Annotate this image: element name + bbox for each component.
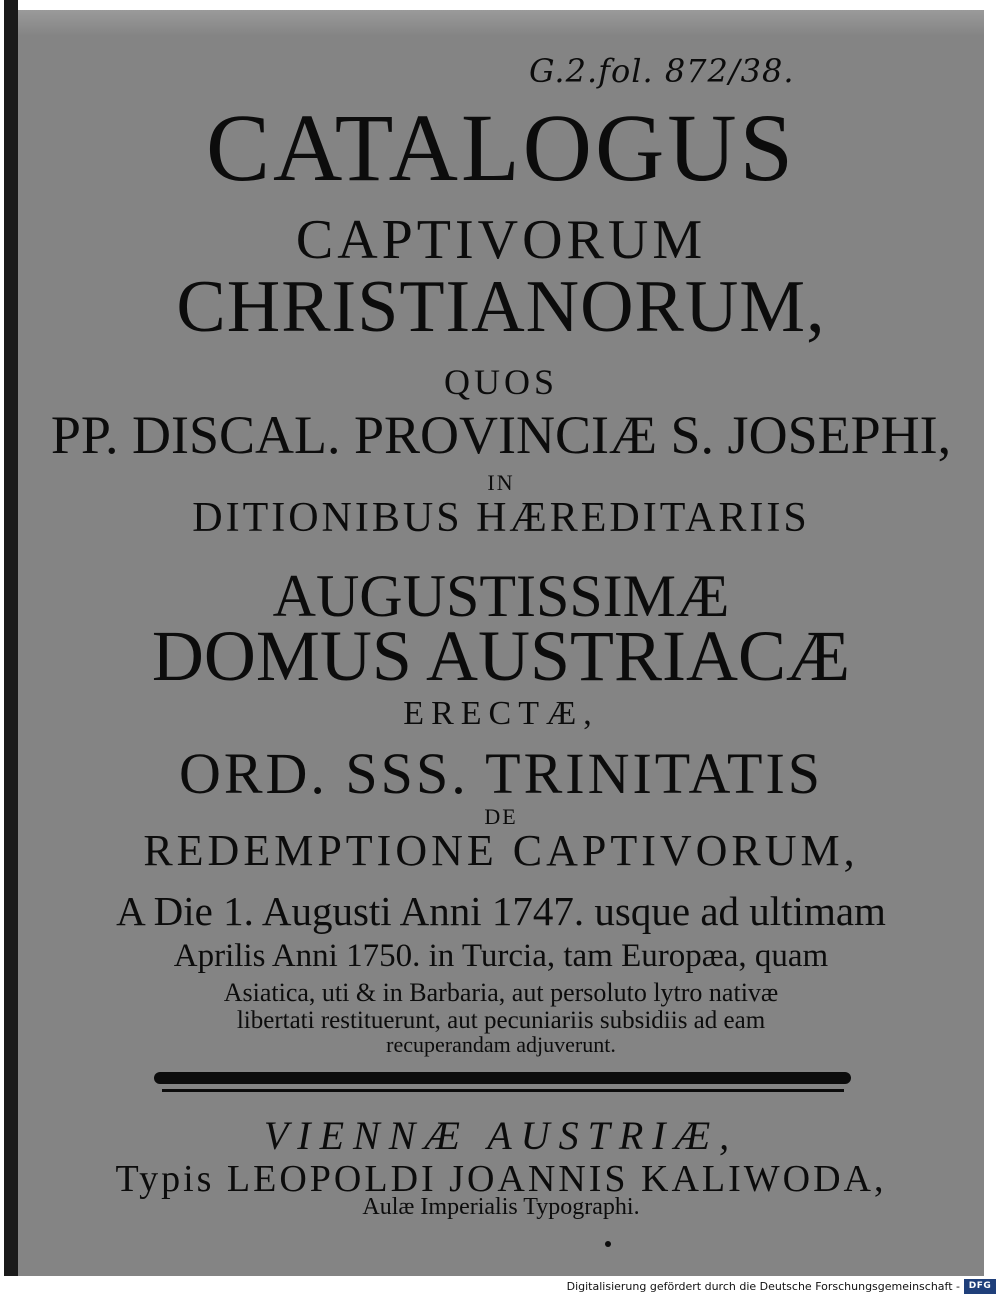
title-domus-austriacae: DOMUS AUSTRIACÆ	[151, 616, 851, 696]
body-line-2: Aprilis Anni 1750. in Turcia, tam Europæa, quam	[173, 938, 829, 974]
divider-thin-rule	[162, 1089, 844, 1092]
title-ditionibus: DITIONIBUS HÆREDITARIIS	[192, 495, 810, 541]
scan-top-edge	[4, 0, 996, 36]
digitization-footer	[0, 1277, 1000, 1297]
title-christianorum: CHRISTIANORUM,	[176, 266, 826, 348]
body-line-5: recuperandam adjuverunt.	[386, 1032, 616, 1057]
title-quos: QUOS	[443, 362, 558, 402]
imprint-city: VIENNÆ AUSTRIÆ,	[263, 1113, 739, 1158]
body-line-1: A Die 1. Augusti Anni 1747. usque ad ultimam	[116, 888, 886, 934]
title-provinciae: PP. DISCAL. PROVINCIÆ S. JOSEPHI,	[50, 405, 952, 465]
handwritten-shelfmark: G.2.fol. 872/38.	[529, 52, 795, 90]
title-redemptione: REDEMPTIONE CAPTIVORUM,	[143, 826, 859, 875]
funding-credit: Digitalisierung gefördert durch die Deutsche Forschungsgemeinschaft -	[566, 1280, 960, 1293]
body-line-4: libertati restituerunt, aut pecuniariis subsidiis ad eam	[236, 1007, 766, 1034]
divider-thick-rule	[154, 1072, 851, 1084]
title-catalogus: CATALOGUS	[205, 94, 796, 201]
title-erectae: ERECTÆ,	[403, 695, 599, 732]
scan-right-edge	[984, 0, 996, 1276]
title-de: DE	[484, 804, 518, 829]
imprint-office: Aulæ Imperialis Typographi.	[362, 1194, 640, 1220]
title-augustissimae: AUGUSTISSIMÆ	[272, 563, 730, 629]
scanned-title-page	[4, 0, 996, 1276]
body-line-3: Asiatica, uti & in Barbaria, aut persoluto lytro nativæ	[223, 978, 779, 1007]
title-in: IN	[487, 470, 515, 495]
dfg-logo: DFG	[964, 1279, 996, 1294]
title-captivorum: CAPTIVORUM	[295, 209, 707, 271]
title-ord-trinitatis: ORD. SSS. TRINITATIS	[178, 741, 824, 806]
scan-left-edge	[4, 0, 18, 1276]
ink-dot	[605, 1241, 611, 1247]
imprint-printer: Typis LEOPOLDI JOANNIS KALIWODA,	[115, 1158, 887, 1200]
